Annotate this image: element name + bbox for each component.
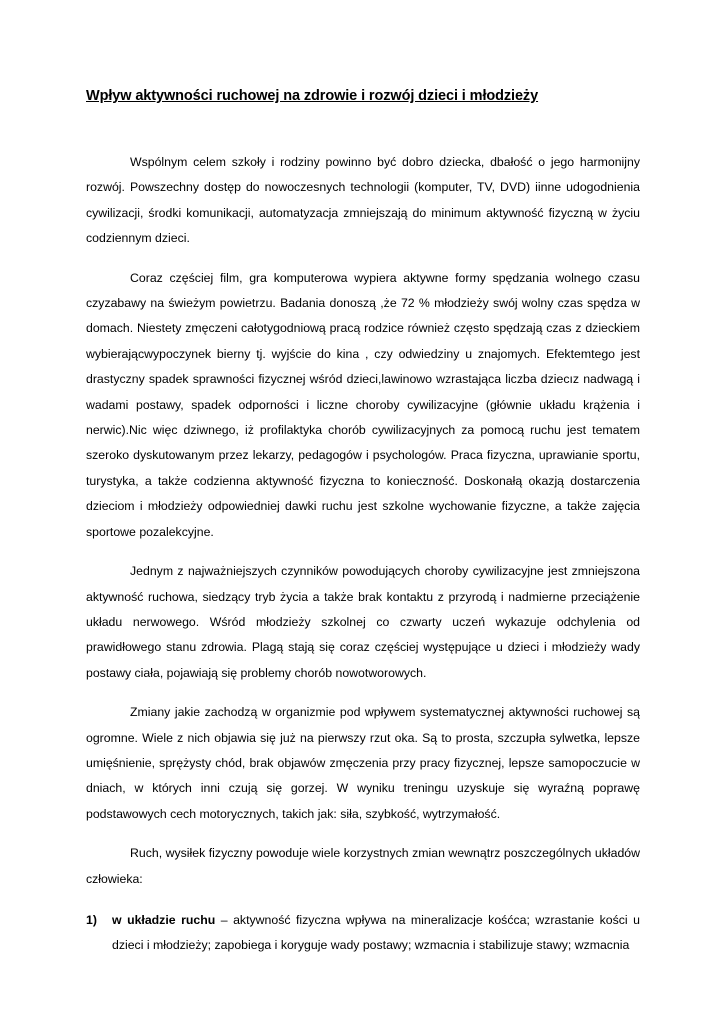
paragraph-5: Ruch, wysiłek fizyczny powoduje wiele korzystnych zmian wewnątrz poszczególnych układów człowieka: bbox=[86, 846, 640, 886]
document-body bbox=[86, 150, 640, 959]
document-title: Wpływ aktywności ruchowej na zdrowie i rozwój dzieci i młodzieży bbox=[86, 88, 539, 104]
paragraph-3: Jednym z najważniejszych czynników powodujących choroby cywilizacyjne jest zmniejszona aktywność ruchowa, siedzący tryb życia a także brak kontaktu z przyrodą i nadmierne przeciążenie układu nerwowego. Wśród młodzieży szkolnej co czwarty uczeń wykazuje odchylenia od prawidłowego stanu zdrowia. Plagą stają się coraz częściej występujące u dzieci i młodzieży wady postawy ciała, pojawiają się problemy chorób nowotworowych. bbox=[86, 564, 640, 680]
paragraph-4: Zmiany jakie zachodzą w organizmie pod wpływem systematycznej aktywności ruchowej są ogromne. Wiele z nich objawia się już na pierwszy rzut oka. Są to prosta, szczupła sylwetka, lepsze umięśnienie, sprężysty chód, brak objawów zmęczenia przy pracy fizycznej, lepsze samopoczucie w dniach, w których inni czują się gorzej. W wyniku treningu uzyskuje się wyraźną poprawę podstawowych cech motorycznych, takich jak: siła, szybkość, wytrzymałość. bbox=[86, 705, 640, 821]
list-item-lead: w układzie ruchu bbox=[112, 912, 216, 927]
paragraph-2: Coraz częściej film, gra komputerowa wypiera aktywne formy spędzania wolnego czasu czyzabawy na świeżym powietrzu. Badania donoszą ,że 72 % młodzieży swój wolny czas spędza w domach. Niestety zmęczeni całotygodniową pracą rodzice również często spędzają czas z dzieckiem wybierającwypoczynek bierny tj. wyjście do kina , czy odwiedziny u znajomych. Efektemtego jest drastyczny spadek sprawności fizycznej wśród dzieci,lawinowo wzrastająca liczba dziecız nadwagą i wadami postawy, spadek odporności i liczne choroby cywilizacyjne (głównie układu krążenia i nerwic).Nic więc dziwnego, iż profilaktyka chorób cywilizacyjnych za pomocą ruchu jest tematem szeroko dyskutowanym przez lekarzy, pedagogów i psychologów. Praca fizyczna, uprawianie sportu, turystyka, a także codzienna aktywność fizyczna to konieczność. Doskonałą okazją dostarczenia dzieciom i młodzieży odpowiedniej dawki ruchu jest szkolne wychowanie fizyczne, a także zajęcia sportowe pozalekcyjne. bbox=[86, 270, 640, 539]
list-item bbox=[86, 908, 640, 959]
paragraph-1: Wspólnym celem szkoły i rodziny powinno być dobro dziecka, dbałość o jego harmonijny rozwój. Powszechny dostęp do nowoczesnych technologii (komputer, TV, DVD) iinne udogodnienia cywilizacji, środki komunikacji, automatyzacja zmniejszają do minimum aktywność fizyczną w życiu codziennym dzieci. bbox=[86, 155, 640, 246]
list-item-number: 1) bbox=[86, 912, 97, 927]
list-item-text: – aktywność fizyczna wpływa na mineralizacje kośćca; wzrastanie kości u dzieci i młodzieży; zapobiega i koryguje wady postawy; wzmacnia i stabilizuje stawy; wzmacnia bbox=[112, 912, 641, 953]
